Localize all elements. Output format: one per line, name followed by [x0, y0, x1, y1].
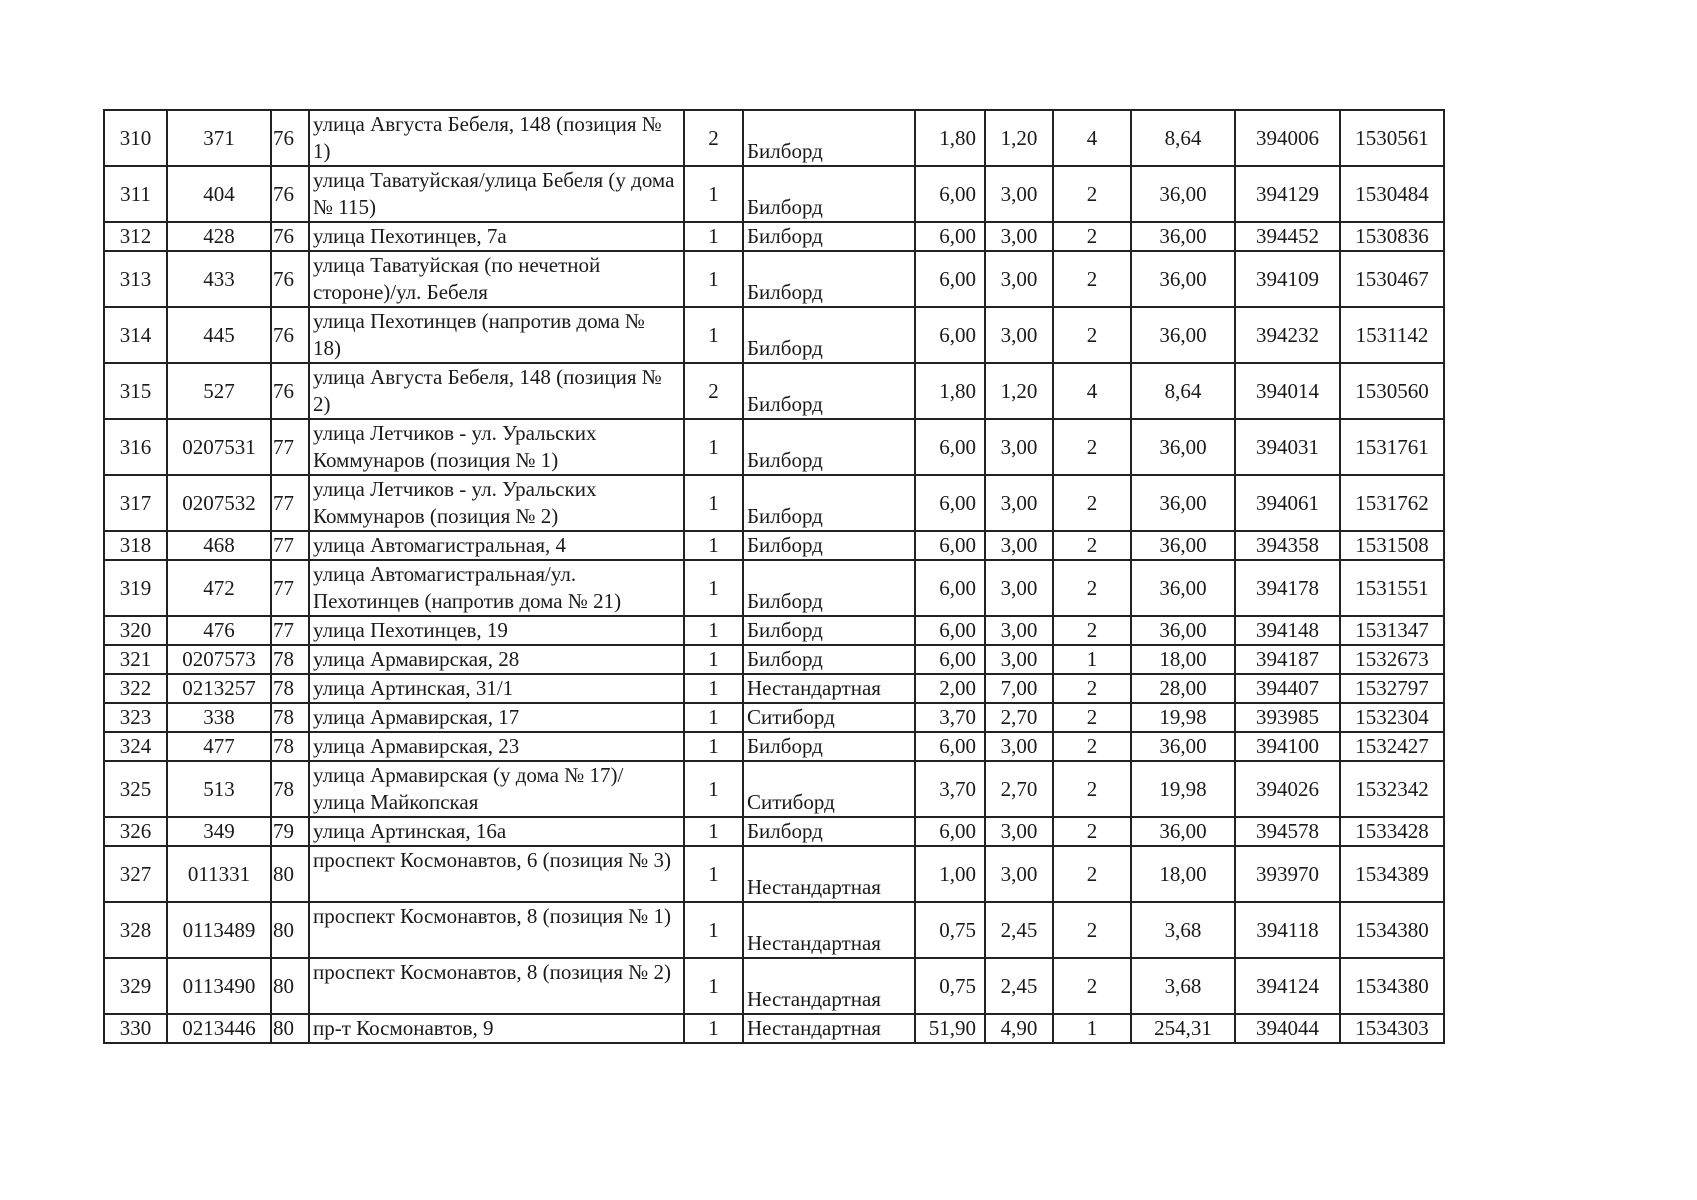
table-row: [104, 222, 1444, 251]
cell-id-primary: 394100: [1235, 732, 1340, 761]
cell-zone: 77: [271, 475, 309, 531]
cell-address: улица Таватуйская (по нечетной стороне)/ул. Бебеля: [309, 251, 684, 307]
table-row: [104, 166, 1444, 222]
cell-structure-number: 371: [167, 110, 271, 166]
cell-type: Билборд: [743, 419, 915, 475]
cell-area: 36,00: [1131, 531, 1235, 560]
cell-width: 6,00: [915, 475, 985, 531]
cell-id-secondary: 1534303: [1340, 1014, 1444, 1043]
cell-sides: 1: [684, 166, 743, 222]
table-row: [104, 475, 1444, 531]
cell-structure-number: 472: [167, 560, 271, 616]
cell-width: 6,00: [915, 166, 985, 222]
cell-height: 2,70: [985, 703, 1053, 732]
cell-structure-number: 477: [167, 732, 271, 761]
cell-type: Ситиборд: [743, 761, 915, 817]
cell-quantity: 2: [1053, 251, 1131, 307]
cell-sides: 1: [684, 307, 743, 363]
cell-sides: 1: [684, 1014, 743, 1043]
cell-row-number: 317: [104, 475, 167, 531]
cell-width: 3,70: [915, 761, 985, 817]
cell-zone: 76: [271, 251, 309, 307]
cell-width: 6,00: [915, 616, 985, 645]
cell-height: 3,00: [985, 531, 1053, 560]
cell-type: Билборд: [743, 307, 915, 363]
table-row: [104, 703, 1444, 732]
cell-row-number: 310: [104, 110, 167, 166]
cell-structure-number: 527: [167, 363, 271, 419]
cell-type: Билборд: [743, 732, 915, 761]
cell-quantity: 1: [1053, 645, 1131, 674]
cell-zone: 76: [271, 363, 309, 419]
cell-quantity: 2: [1053, 732, 1131, 761]
cell-id-primary: 394031: [1235, 419, 1340, 475]
cell-address: улица Артинская, 31/1: [309, 674, 684, 703]
cell-address: улица Летчиков - ул. Уральских Коммунаров (позиция № 2): [309, 475, 684, 531]
cell-zone: 78: [271, 703, 309, 732]
cell-structure-number: 0207531: [167, 419, 271, 475]
cell-height: 3,00: [985, 645, 1053, 674]
table-row: [104, 419, 1444, 475]
data-table: [103, 109, 1445, 1044]
cell-type: Билборд: [743, 531, 915, 560]
cell-address: улица Армавирская, 23: [309, 732, 684, 761]
table-row: [104, 110, 1444, 166]
cell-width: 6,00: [915, 307, 985, 363]
cell-row-number: 329: [104, 958, 167, 1014]
cell-id-secondary: 1532673: [1340, 645, 1444, 674]
cell-height: 3,00: [985, 307, 1053, 363]
cell-address: улица Августа Бебеля, 148 (позиция № 1): [309, 110, 684, 166]
table-row: [104, 674, 1444, 703]
cell-structure-number: 445: [167, 307, 271, 363]
table-body: [104, 110, 1444, 1043]
cell-id-primary: 394044: [1235, 1014, 1340, 1043]
cell-height: 1,20: [985, 363, 1053, 419]
cell-id-secondary: 1530467: [1340, 251, 1444, 307]
cell-area: 36,00: [1131, 817, 1235, 846]
cell-id-secondary: 1534380: [1340, 902, 1444, 958]
cell-row-number: 322: [104, 674, 167, 703]
cell-id-secondary: 1530836: [1340, 222, 1444, 251]
cell-id-secondary: 1531508: [1340, 531, 1444, 560]
cell-area: 28,00: [1131, 674, 1235, 703]
cell-area: 3,68: [1131, 958, 1235, 1014]
cell-area: 8,64: [1131, 363, 1235, 419]
cell-height: 3,00: [985, 166, 1053, 222]
cell-zone: 80: [271, 846, 309, 902]
cell-area: 18,00: [1131, 846, 1235, 902]
cell-quantity: 2: [1053, 703, 1131, 732]
cell-id-secondary: 1531142: [1340, 307, 1444, 363]
cell-height: 3,00: [985, 475, 1053, 531]
cell-area: 18,00: [1131, 645, 1235, 674]
cell-id-primary: 394232: [1235, 307, 1340, 363]
cell-zone: 76: [271, 307, 309, 363]
cell-row-number: 323: [104, 703, 167, 732]
cell-id-secondary: 1533428: [1340, 817, 1444, 846]
cell-id-secondary: 1530560: [1340, 363, 1444, 419]
cell-address: пр-т Космонавтов, 9: [309, 1014, 684, 1043]
cell-sides: 1: [684, 958, 743, 1014]
cell-type: Билборд: [743, 222, 915, 251]
table-row: [104, 958, 1444, 1014]
cell-row-number: 318: [104, 531, 167, 560]
cell-address: улица Пехотинцев (напротив дома № 18): [309, 307, 684, 363]
cell-width: 6,00: [915, 645, 985, 674]
cell-id-primary: 394187: [1235, 645, 1340, 674]
cell-row-number: 313: [104, 251, 167, 307]
cell-width: 0,75: [915, 902, 985, 958]
table-row: [104, 645, 1444, 674]
cell-area: 3,68: [1131, 902, 1235, 958]
cell-structure-number: 011331: [167, 846, 271, 902]
cell-id-primary: 394061: [1235, 475, 1340, 531]
cell-width: 6,00: [915, 732, 985, 761]
cell-type: Билборд: [743, 645, 915, 674]
cell-area: 36,00: [1131, 616, 1235, 645]
cell-address: проспект Космонавтов, 6 (позиция № 3): [309, 846, 684, 902]
cell-address: улица Армавирская, 17: [309, 703, 684, 732]
cell-quantity: 2: [1053, 475, 1131, 531]
cell-sides: 2: [684, 363, 743, 419]
cell-address: улица Армавирская (у дома № 17)/ улица Майкопская: [309, 761, 684, 817]
cell-id-primary: 394109: [1235, 251, 1340, 307]
cell-width: 51,90: [915, 1014, 985, 1043]
cell-quantity: 2: [1053, 307, 1131, 363]
table-row: [104, 902, 1444, 958]
cell-row-number: 312: [104, 222, 167, 251]
cell-quantity: 2: [1053, 222, 1131, 251]
cell-area: 36,00: [1131, 251, 1235, 307]
cell-address: улица Автомагистральная, 4: [309, 531, 684, 560]
cell-structure-number: 404: [167, 166, 271, 222]
cell-height: 3,00: [985, 616, 1053, 645]
cell-area: 8,64: [1131, 110, 1235, 166]
cell-id-primary: 394358: [1235, 531, 1340, 560]
cell-id-secondary: 1530484: [1340, 166, 1444, 222]
cell-height: 3,00: [985, 846, 1053, 902]
cell-quantity: 2: [1053, 674, 1131, 703]
cell-structure-number: 338: [167, 703, 271, 732]
cell-area: 36,00: [1131, 732, 1235, 761]
cell-row-number: 328: [104, 902, 167, 958]
cell-row-number: 319: [104, 560, 167, 616]
cell-sides: 1: [684, 732, 743, 761]
cell-sides: 1: [684, 222, 743, 251]
cell-sides: 1: [684, 419, 743, 475]
cell-zone: 78: [271, 761, 309, 817]
cell-area: 254,31: [1131, 1014, 1235, 1043]
table-row: [104, 846, 1444, 902]
cell-type: Билборд: [743, 817, 915, 846]
cell-sides: 1: [684, 475, 743, 531]
cell-id-primary: 393970: [1235, 846, 1340, 902]
cell-address: проспект Космонавтов, 8 (позиция № 1): [309, 902, 684, 958]
table-row: [104, 307, 1444, 363]
cell-structure-number: 349: [167, 817, 271, 846]
cell-sides: 1: [684, 703, 743, 732]
table-row: [104, 560, 1444, 616]
cell-structure-number: 428: [167, 222, 271, 251]
cell-height: 3,00: [985, 732, 1053, 761]
cell-type: Билборд: [743, 251, 915, 307]
cell-id-secondary: 1531761: [1340, 419, 1444, 475]
cell-zone: 79: [271, 817, 309, 846]
cell-type: Нестандартная: [743, 674, 915, 703]
cell-quantity: 4: [1053, 363, 1131, 419]
cell-id-primary: 394452: [1235, 222, 1340, 251]
cell-type: Билборд: [743, 616, 915, 645]
cell-zone: 78: [271, 645, 309, 674]
cell-structure-number: 468: [167, 531, 271, 560]
cell-id-primary: 393985: [1235, 703, 1340, 732]
cell-id-secondary: 1532342: [1340, 761, 1444, 817]
cell-width: 2,00: [915, 674, 985, 703]
table-row: [104, 732, 1444, 761]
cell-width: 6,00: [915, 817, 985, 846]
cell-height: 3,00: [985, 222, 1053, 251]
table-row: [104, 817, 1444, 846]
cell-row-number: 324: [104, 732, 167, 761]
cell-address: улица Пехотинцев, 7а: [309, 222, 684, 251]
cell-sides: 1: [684, 674, 743, 703]
cell-sides: 1: [684, 531, 743, 560]
cell-sides: 1: [684, 560, 743, 616]
cell-area: 19,98: [1131, 761, 1235, 817]
cell-type: Билборд: [743, 560, 915, 616]
cell-row-number: 315: [104, 363, 167, 419]
cell-structure-number: 0207573: [167, 645, 271, 674]
cell-quantity: 2: [1053, 958, 1131, 1014]
cell-area: 36,00: [1131, 560, 1235, 616]
cell-structure-number: 0207532: [167, 475, 271, 531]
cell-id-secondary: 1534380: [1340, 958, 1444, 1014]
cell-zone: 78: [271, 732, 309, 761]
cell-id-primary: 394006: [1235, 110, 1340, 166]
cell-row-number: 314: [104, 307, 167, 363]
cell-id-primary: 394124: [1235, 958, 1340, 1014]
cell-id-secondary: 1530561: [1340, 110, 1444, 166]
cell-id-secondary: 1532427: [1340, 732, 1444, 761]
cell-quantity: 2: [1053, 531, 1131, 560]
cell-width: 6,00: [915, 419, 985, 475]
cell-id-primary: 394026: [1235, 761, 1340, 817]
cell-height: 1,20: [985, 110, 1053, 166]
cell-zone: 80: [271, 1014, 309, 1043]
cell-zone: 76: [271, 166, 309, 222]
cell-width: 6,00: [915, 222, 985, 251]
cell-zone: 80: [271, 958, 309, 1014]
cell-row-number: 311: [104, 166, 167, 222]
cell-id-secondary: 1531347: [1340, 616, 1444, 645]
cell-quantity: 2: [1053, 846, 1131, 902]
cell-quantity: 4: [1053, 110, 1131, 166]
cell-quantity: 2: [1053, 560, 1131, 616]
cell-height: 3,00: [985, 419, 1053, 475]
cell-width: 1,80: [915, 110, 985, 166]
cell-area: 36,00: [1131, 307, 1235, 363]
cell-height: 4,90: [985, 1014, 1053, 1043]
cell-type: Нестандартная: [743, 958, 915, 1014]
table-row: [104, 616, 1444, 645]
cell-area: 36,00: [1131, 419, 1235, 475]
cell-quantity: 2: [1053, 761, 1131, 817]
cell-height: 2,45: [985, 958, 1053, 1014]
cell-sides: 1: [684, 817, 743, 846]
cell-sides: 1: [684, 251, 743, 307]
table-row: [104, 761, 1444, 817]
cell-sides: 2: [684, 110, 743, 166]
table-row: [104, 363, 1444, 419]
cell-id-secondary: 1531762: [1340, 475, 1444, 531]
cell-width: 6,00: [915, 251, 985, 307]
cell-quantity: 2: [1053, 616, 1131, 645]
cell-area: 36,00: [1131, 222, 1235, 251]
cell-row-number: 326: [104, 817, 167, 846]
cell-row-number: 321: [104, 645, 167, 674]
cell-width: 6,00: [915, 531, 985, 560]
cell-row-number: 327: [104, 846, 167, 902]
cell-area: 36,00: [1131, 475, 1235, 531]
cell-sides: 1: [684, 645, 743, 674]
cell-address: проспект Космонавтов, 8 (позиция № 2): [309, 958, 684, 1014]
cell-row-number: 325: [104, 761, 167, 817]
cell-type: Билборд: [743, 475, 915, 531]
cell-zone: 77: [271, 531, 309, 560]
cell-address: улица Автомагистральная/ул. Пехотинцев (напротив дома № 21): [309, 560, 684, 616]
cell-zone: 80: [271, 902, 309, 958]
cell-zone: 78: [271, 674, 309, 703]
cell-quantity: 2: [1053, 902, 1131, 958]
cell-row-number: 320: [104, 616, 167, 645]
cell-height: 2,45: [985, 902, 1053, 958]
cell-height: 2,70: [985, 761, 1053, 817]
cell-height: 7,00: [985, 674, 1053, 703]
cell-structure-number: 0113489: [167, 902, 271, 958]
cell-quantity: 2: [1053, 817, 1131, 846]
cell-width: 0,75: [915, 958, 985, 1014]
cell-quantity: 1: [1053, 1014, 1131, 1043]
cell-id-primary: 394129: [1235, 166, 1340, 222]
cell-zone: 76: [271, 110, 309, 166]
cell-quantity: 2: [1053, 166, 1131, 222]
cell-width: 3,70: [915, 703, 985, 732]
cell-type: Нестандартная: [743, 902, 915, 958]
table-row: [104, 251, 1444, 307]
cell-address: улица Артинская, 16а: [309, 817, 684, 846]
cell-type: Нестандартная: [743, 1014, 915, 1043]
cell-structure-number: 0113490: [167, 958, 271, 1014]
cell-width: 6,00: [915, 560, 985, 616]
cell-sides: 1: [684, 846, 743, 902]
cell-height: 3,00: [985, 251, 1053, 307]
cell-zone: 77: [271, 419, 309, 475]
cell-zone: 76: [271, 222, 309, 251]
cell-type: Билборд: [743, 110, 915, 166]
cell-structure-number: 513: [167, 761, 271, 817]
cell-sides: 1: [684, 616, 743, 645]
cell-id-primary: 394407: [1235, 674, 1340, 703]
cell-zone: 77: [271, 616, 309, 645]
cell-structure-number: 0213257: [167, 674, 271, 703]
cell-type: Ситиборд: [743, 703, 915, 732]
cell-id-secondary: 1532797: [1340, 674, 1444, 703]
cell-structure-number: 476: [167, 616, 271, 645]
cell-sides: 1: [684, 902, 743, 958]
cell-area: 19,98: [1131, 703, 1235, 732]
cell-type: Билборд: [743, 166, 915, 222]
cell-address: улица Августа Бебеля, 148 (позиция № 2): [309, 363, 684, 419]
cell-id-primary: 394578: [1235, 817, 1340, 846]
cell-width: 1,80: [915, 363, 985, 419]
cell-id-secondary: 1531551: [1340, 560, 1444, 616]
cell-address: улица Пехотинцев, 19: [309, 616, 684, 645]
table-row: [104, 531, 1444, 560]
cell-id-primary: 394178: [1235, 560, 1340, 616]
cell-type: Нестандартная: [743, 846, 915, 902]
table-row: [104, 1014, 1444, 1043]
cell-row-number: 316: [104, 419, 167, 475]
cell-width: 1,00: [915, 846, 985, 902]
cell-sides: 1: [684, 761, 743, 817]
cell-height: 3,00: [985, 560, 1053, 616]
cell-id-primary: 394014: [1235, 363, 1340, 419]
cell-address: улица Летчиков - ул. Уральских Коммунаров (позиция № 1): [309, 419, 684, 475]
cell-id-primary: 394148: [1235, 616, 1340, 645]
cell-id-secondary: 1532304: [1340, 703, 1444, 732]
cell-quantity: 2: [1053, 419, 1131, 475]
cell-id-primary: 394118: [1235, 902, 1340, 958]
cell-area: 36,00: [1131, 166, 1235, 222]
cell-structure-number: 433: [167, 251, 271, 307]
cell-id-secondary: 1534389: [1340, 846, 1444, 902]
cell-address: улица Армавирская, 28: [309, 645, 684, 674]
cell-type: Билборд: [743, 363, 915, 419]
cell-address: улица Таватуйская/улица Бебеля (у дома № 115): [309, 166, 684, 222]
cell-structure-number: 0213446: [167, 1014, 271, 1043]
cell-height: 3,00: [985, 817, 1053, 846]
cell-zone: 77: [271, 560, 309, 616]
cell-row-number: 330: [104, 1014, 167, 1043]
